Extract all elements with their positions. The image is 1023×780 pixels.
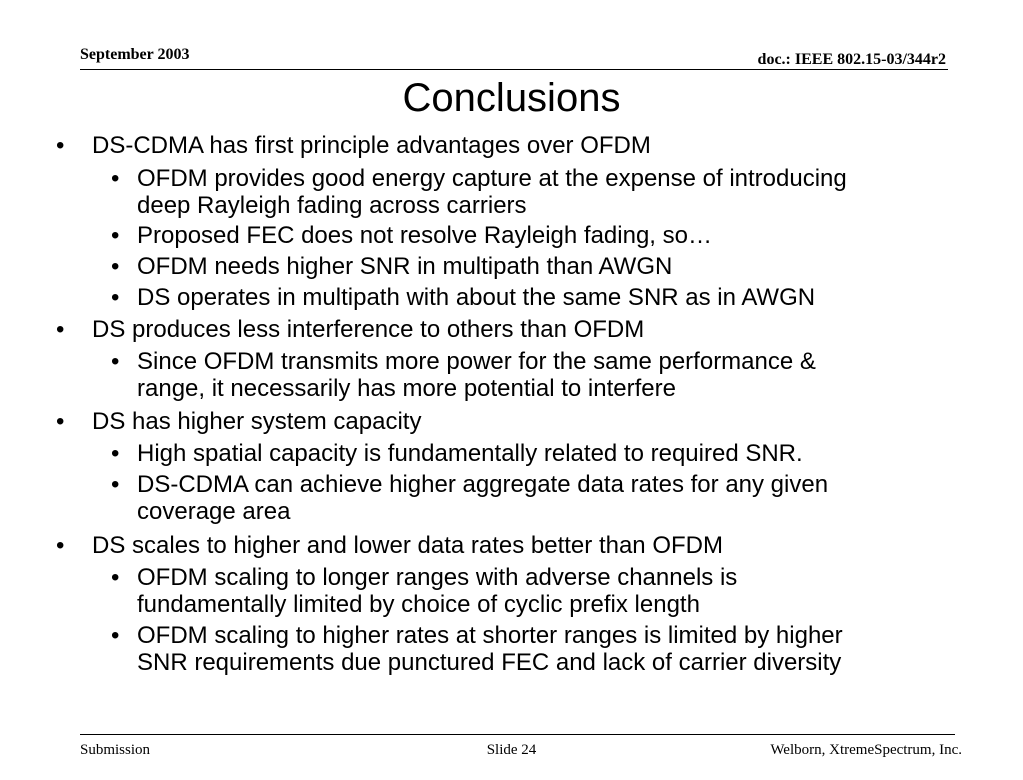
sub-bullet-line: • OFDM scaling to longer ranges with adverse channels is <box>137 564 738 591</box>
sub-bullet-line: • High spatial capacity is fundamentally related to required SNR. <box>137 440 803 467</box>
sub-bullet-item <box>137 284 815 311</box>
sub-bullet-line: range, it necessarily has more potential to interfere <box>137 375 676 402</box>
sub-bullet-line: • OFDM scaling to higher rates at shorter ranges is limited by higher <box>137 622 843 649</box>
sub-bullet-item <box>137 222 712 249</box>
sub-bullet-line: • OFDM needs higher SNR in multipath than AWGN <box>137 253 673 280</box>
sub-bullet-item <box>137 564 737 618</box>
sub-bullet-item <box>137 253 672 280</box>
sub-bullet-line: • Since OFDM transmits more power for the same performance & <box>137 348 816 375</box>
sub-bullet-line: SNR requirements due punctured FEC and lack of carrier diversity <box>137 649 842 676</box>
sub-bullet-item <box>137 440 803 467</box>
sub-bullet-line: fundamentally limited by choice of cyclic prefix length <box>137 591 700 618</box>
slide-title: Conclusions <box>402 76 621 120</box>
sub-bullet-item <box>137 622 843 676</box>
bullet-item: • DS scales to higher and lower data rates better than OFDM <box>92 532 723 560</box>
bullet-item: • DS-CDMA has first principle advantages over OFDM <box>92 132 651 160</box>
sub-bullet-item <box>137 165 847 219</box>
sub-bullet-line: coverage area <box>137 498 291 525</box>
bullet-item: • DS has higher system capacity <box>92 408 421 436</box>
sub-bullet-item <box>137 471 828 525</box>
sub-bullet-line: • DS operates in multipath with about the same SNR as in AWGN <box>137 284 816 311</box>
footer-author: Welborn, XtremeSpectrum, Inc. <box>770 742 962 758</box>
sub-bullet-line: deep Rayleigh fading across carriers <box>137 192 527 219</box>
footer-submission: Submission <box>80 742 151 758</box>
sub-bullet-item <box>137 348 816 402</box>
footer-slide-number: Slide 24 <box>486 742 537 758</box>
header-date: September 2003 <box>80 46 190 63</box>
header-doc-id: doc.: IEEE 802.15-03/344r2 <box>757 51 946 68</box>
sub-bullet-line: • DS-CDMA can achieve higher aggregate data rates for any given <box>137 471 829 498</box>
sub-bullet-line: • OFDM provides good energy capture at the expense of introducing <box>137 165 847 192</box>
sub-bullet-line: • Proposed FEC does not resolve Rayleigh fading, so… <box>137 222 712 249</box>
footer-rule <box>80 734 955 735</box>
bullet-item: • DS produces less interference to others than OFDM <box>92 316 644 344</box>
